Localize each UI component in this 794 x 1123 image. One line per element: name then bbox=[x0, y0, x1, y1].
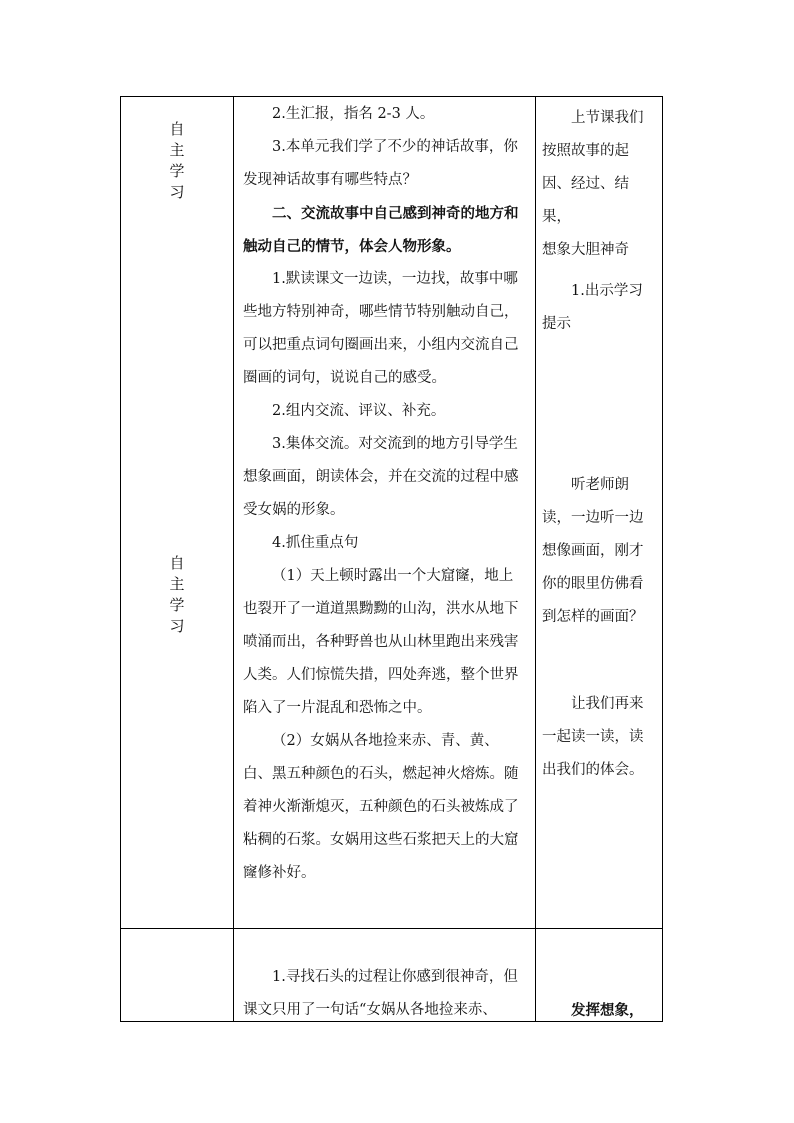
section-heading: 二、交流故事中自己感到神奇的地方和触动自己的情节，体会人物形象。 bbox=[243, 205, 519, 255]
design-notes-2 bbox=[542, 994, 656, 1027]
content-paragraph: 2.生汇报，指名 2-3 人。 bbox=[272, 106, 435, 122]
design-notes-reading bbox=[542, 469, 656, 634]
note-text: 听老师朗读，一边听一边想像画面，刚才你的眼里仿佛看到怎样的画面？ bbox=[542, 477, 644, 625]
column-divider-1 bbox=[233, 97, 234, 1021]
note-text: 发挥想象， bbox=[571, 1002, 644, 1019]
content-paragraph: 3.本单元我们学了不少的神话故事，你发现神话故事有哪些特点？ bbox=[243, 139, 518, 188]
note-text: 想象大胆神奇 bbox=[542, 242, 629, 258]
teaching-process-content bbox=[243, 98, 521, 890]
section-label-middle: 自 主 学 习 bbox=[169, 554, 185, 635]
design-notes bbox=[542, 102, 656, 341]
content-paragraph: 1.寻找石头的过程让你感到很神奇，但课文只用了一句话“女娲从各地捡来赤、 bbox=[243, 969, 518, 1018]
content-paragraph: 3.集体交流。对交流到的地方引导学生想象画面，朗读体会，并在交流的过程中感受女娲的形象。 bbox=[243, 436, 519, 518]
key-sentence-1: （1）天上顿时露出一个大窟窿，地上也裂开了一道道黑黝黝的山沟，洪水从地下喷涌而出，各种野兽也从山林里跑出来残害人类。人们惊慌失措，四处奔逃，整个世界陷入了一片混乱和恐怖之中。 bbox=[243, 568, 519, 716]
design-notes-read-again bbox=[542, 688, 656, 787]
note-text: 让我们再来一起读一读，读出我们的体会。 bbox=[542, 696, 644, 778]
content-paragraph: 1.默读课文一边读，一边找，故事中哪些地方特别神奇，哪些情节特别触动自己，可以把重点词句圈画出来，小组内交流自己圈画的词句，说说自己的感受。 bbox=[243, 271, 519, 386]
row-divider bbox=[121, 928, 662, 929]
note-text: 上节课我们按照故事的起因、经过、结果， bbox=[542, 110, 644, 225]
section-label-top: 自 主 学 习 bbox=[169, 120, 185, 201]
content-paragraph: 2.组内交流、评议、补充。 bbox=[272, 403, 446, 419]
content-paragraph: 4.抓住重点句 bbox=[272, 535, 359, 551]
key-sentence-2: （2）女娲从各地捡来赤、青、黄、白、黑五种颜色的石头，燃起神火熔炼。随着神火渐渐熄灭，五种颜色的石头被炼成了粘稠的石浆。女娲用这些石浆把天上的大窟窿修补好。 bbox=[243, 733, 519, 881]
column-divider-2 bbox=[535, 97, 536, 1021]
lesson-table bbox=[120, 96, 663, 1022]
note-text: 1.出示学习提示 bbox=[542, 283, 643, 332]
teaching-process-content-2 bbox=[243, 961, 521, 1027]
